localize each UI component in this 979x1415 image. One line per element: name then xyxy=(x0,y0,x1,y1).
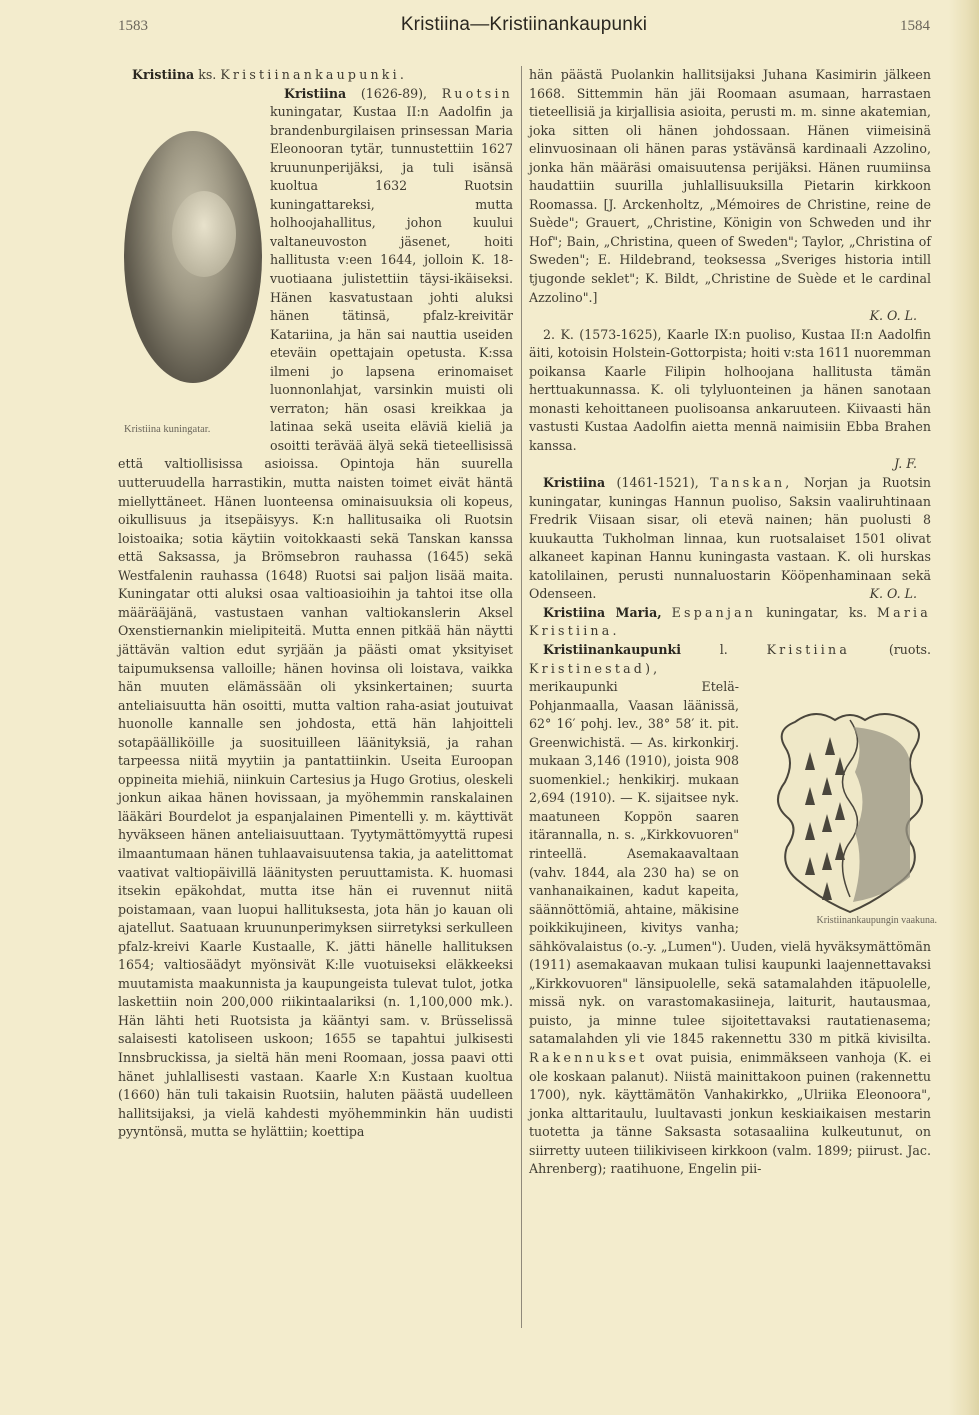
spaced-word: Kristiina xyxy=(766,641,851,657)
coat-of-arms-figure xyxy=(745,698,941,928)
page-edge xyxy=(949,0,979,1415)
page-title: Kristiina—Kristiinankaupunki xyxy=(400,14,648,35)
entry-headword: Kristiina xyxy=(543,475,606,491)
entry-body: Norjan ja Ruotsin kuningatar, kuningas Hannun puoliso, Saksin vaaliruhtinaan Fredrik Viisaan sisar, oli etevä nainen; hän puolusti 8 kuukautta Tukholman linnaa, kun ruotsalaiset 1501 olivat alkaneet kapinan Hannu kuningasta vastaan. K. oli hurskas katolilainen, perusti nunnaluostarin Kööpenhaminaan sekä Odenseen. xyxy=(529,475,931,602)
right-column xyxy=(529,66,937,1179)
see-label: ks. xyxy=(198,67,217,82)
language-label: (ruots. xyxy=(888,641,931,657)
entry-body: hän päästä Puolankin hallitsijaksi Juhana Kasimirin jälkeen 1668. Sittemmin hän jäi Roomaan asumaan, harrastaen tieteellisiä ja kirjallisia asioita, perusti m. m. sinne akatemian, joka sitten oli hänen johdossaan. Hänen viimeisinä elinvuosinaan oli hänen paras ystävänsä kardinaali Azzolino, jonka hän määräsi omaisuutensa perijäksi. Hänen ruumiinsa haudattiin suurilla juhlallisuuksilla Pietarin kirkkoon Roomassa. [J. Arckenholtz, „Mémoires de Christine, reine de Suède"; Grauert, „Christine, Königin von Schweden und ihr Hof"; Bain, „Christina, queen of Sweden"; Taylor, „Christina of Sweden"; E. Hildebrand, teoksessa „Sveriges historia intill tjugonde seklet"; K. Bildt, „Christine de Suède et le cardinal Azzolino".] xyxy=(529,67,931,305)
entry-continuation xyxy=(529,66,931,307)
entry-body: kuningatar, Kustaa II:n Aadolfin ja brandenburgilaisen prinsessan Maria Eleonooran tytär, tunnustettiin 1627 kruununperijäksi, ja tuli isänsä kuoltua 1632 Ruotsin kuningattareksi, mutta holhoojahallitus, johon kuului valtaneuvoston jäsenet, hoiti hallitusta v:een 1644, jolloin K. 18-vuotiaana julistettiin täysi-ikäiseksi. Hänen kasvatustaan johti aluksi hänen tätinsä, pfalz-kreivitär Katariina, ja hän sai nauttia useiden eteväin opettajain opetusta. K:ssa ilmeni jo lapsena erinomaiset luonnonlahjat, varsinkin muisti oli verraton; hän osasi kreikkaa ja latinaa sekä useita eläviä kieliä ja osoitti terävää älyä sekä tieteellisissä että valtiollisissa asioissa. Opintoja hän suurella uutteruudella harrastikin, mutta naisten toimet eivät häntä miellyttäneet. Hänen luonteensa ominaisuuksia oli kopeus, oikullisuus ja itsepäisyys. K:n hallitusaika oli Ruotsin loistoaika; sotia käytiin voitokkaasti sekä Tanskan kanssa että Saksassa, ja Brömsebron rauhassa (1645) sekä Westfalenin rauhassa (1648) Ruotsi sai paljon lisää maita. Kuningatar otti aluksi osaa valtioasioihin ja tahtoi itse olla määrääjänä, vastustaen vanhan valtiokanslerin Aksel Oxenstiernankin mielipiteitä. Mutta ennen pitkää hän näytti jättävän valtion edut syrjään ja päästi omat yksityiset taipumuksensa valloille; hänen hovinsa oli loistava, vaikka hän muuten elämässään oli yksinkertainen; suurta anteliaisuutta hän osoitti, mutta valtion raha-asiat joutuivat huonolle kannalle sen johdosta, että hän lahjoitteli sotapäälliköille ja suosituilleen läänityksiä, ja rahan tarpeessa niitä myytiin ja pantattiinkin. Useita Euroopan oppineita miehiä, niinkuin Cartesius ja Hugo Grotius, oleskeli jonkun aikaa hänen hovissaan, ja myöhemmin ranskalainen lääkäri Bourdelot ja espanjalainen Pimentelli y. m. käyttivät hyväkseen hänen anteliaisuuttaan. Tyytymättömyyttä rupesi ilmaantumaan hänen tuhlaavaisuutensa takia, ja aatelittomat vaativat valtiopäivillä läänitysten peruuttamista. K. huomasi itsekin epäkohdat, mutta itse hän ei ruvennut niitä poistamaan, vaan luopui hallituksesta, jota hän jo kauan oli ajatellut. Saatuaan kruununperimyksen siirretyksi serkulleen pfalz-kreivi Kaarle Kustaalle, K. jätti hänelle hallituksen 1654; valtiosäädyt myönsivät K:lle vuotuiseksi eläkkeeksi muutamista maakunnista ja kaupungeista tulevat tulot, jotka laskettiin noin 200,000 riikintaalariksi (n. 1,100,000 mk.). Hän lähti heti Ruotsista ja kääntyi sam. v. Brüsselissä salaisesti katoliseen uskoon; 1655 se tapahtui julkisesti Innsbruckissa, ja sieltä hän meni Roomaan, jossa paavi otti hänet juhlallisesti vastaan. Kaarle X:n Kustaan kuoltua (1660) hän tuli takaisin Ruotsiin, haluten päästä uudelleen hallitsijaksi, ja vielä kahdesti myöhemminkin hän uudisti pyyntönsä, mutta se hylättiin; koettipa xyxy=(118,104,513,1140)
page-number-right: 1584 xyxy=(900,18,930,34)
entry-kristiina-2: 2. K. (1573-1625), Kaarle IX:n puoliso, Kustaa II:n Aadolfin äiti, kotoisin Holstein-Gottorpista; hoiti v:sta 1611 nuoremman poikansa Kaarle Filipin holhoojana hallitusta tämän herttuakunnassa. K. oli tylyluonteinen ja hänen sanotaan monasti kehoittaneen puolisoansa ankaruuteen. Kiivaasti hän vastusti Kustaa Aadolfin aietta mennä naimisiin Ebba Brahen kanssa. xyxy=(529,326,931,453)
cross-reference: Maria Kristiina. xyxy=(529,604,931,639)
author-signature: K. O. L. xyxy=(869,586,917,602)
entry-headword: Kristiina Maria, xyxy=(543,604,662,620)
entry-kristiinankaupunki xyxy=(529,641,937,1179)
spaced-word: Rakennukset xyxy=(529,1049,648,1065)
entry-body: merikaupunki Etelä-Pohjanmaalla, Vaasan läänissä, 62° 16′ pohj. lev., 38° 58′ it. pit. Greenwichistä. — As. kirkonkirj. mukaan 3,146 (1910), joista 908 suomenkiel.; henkikirj. mukaan 2,694 (1910). — K. sijaitsee nyk. maatuneen Koppön saaren itärannalla, n. s. „Kirkkovuoren" rinteellä. Asemakaavaltaan (vahv. 1844, ala 230 ha) se on vanhanaikainen, kadut kapeita, säännöttömiä, ahtaine, mäkisine poikkikujineen, kivitys vanha; sähkövalaistus (o.-y. „Lumen"). Uuden, vielä hyväksymättömän (1911) asemakaavan mukaan tulisi kaupunki laajennettavaksi „Kirkkovuoren" länsipuolelle, sekä satamalahden itäpuolelle, missä nyk. on varastomakasiineja, laiturit, hautausmaa, puisto, ja minne tulee sijoitettavaksi rautatienasema; satamalahden yli vie 1845 rakennettu 330 m pitkä kivisilta. xyxy=(529,679,931,1047)
entry-kristiina-denmark xyxy=(529,474,931,604)
entry-headword: Kristiinankaupunki xyxy=(543,641,681,657)
cross-reference: Kristiinankaupunki. xyxy=(220,67,408,82)
entry-body: kuningatar, ks. xyxy=(766,604,868,620)
page-header xyxy=(118,14,930,38)
entry-headword: Kristiina xyxy=(284,85,347,101)
author-signature: J. F. xyxy=(894,456,917,472)
coat-of-arms-shield-icon xyxy=(765,702,935,914)
portrait-engraving-icon xyxy=(124,131,262,383)
face-shading xyxy=(172,191,236,277)
spaced-word: Tanskan, xyxy=(710,475,793,491)
or-label: l. xyxy=(719,641,728,657)
author-signature: K. O. L. xyxy=(869,308,917,324)
spaced-word: Kristinestad), xyxy=(529,660,661,676)
page-number-left: 1583 xyxy=(118,18,148,34)
spaced-word: Ruotsin xyxy=(441,85,513,101)
entry-years: (1461-1521), xyxy=(616,475,699,491)
portrait-caption: Kristiina kuningatar. xyxy=(124,423,211,435)
entry-years: (1626-89), xyxy=(360,85,428,101)
column-divider xyxy=(521,66,522,1328)
entry-body: ovat puisia, enimmäkseen vanhoja (K. ei ole koskaan palanut). Niistä mainittakoon puinen (rakennettu 1700), nyk. käyttämätön Vanhakirkko, „Ulriika Eleonoora", jonka alttaritaulu, luultavasti jonkun keskiaikaisen mestarin tuotetta ja tänne Saksasta sotasaaliina kulkeutunut, on siirretty uuteen tiilikiviseen kirkkoon (valm. 1899; piirust. Jac. Ahrenberg); raatihuone, Engelin pii- xyxy=(529,1049,931,1177)
coat-of-arms-caption: Kristiinankaupungin vaakuna. xyxy=(816,914,937,926)
entry-headword: Kristiina xyxy=(132,67,195,82)
spaced-word: Espanjan xyxy=(671,604,757,620)
entry-kristiina-ref xyxy=(118,66,513,85)
portrait-figure xyxy=(104,121,262,447)
left-column xyxy=(118,66,513,1142)
entry-kristiina-maria xyxy=(529,604,931,641)
entry-kristiina-queen xyxy=(118,85,513,1142)
